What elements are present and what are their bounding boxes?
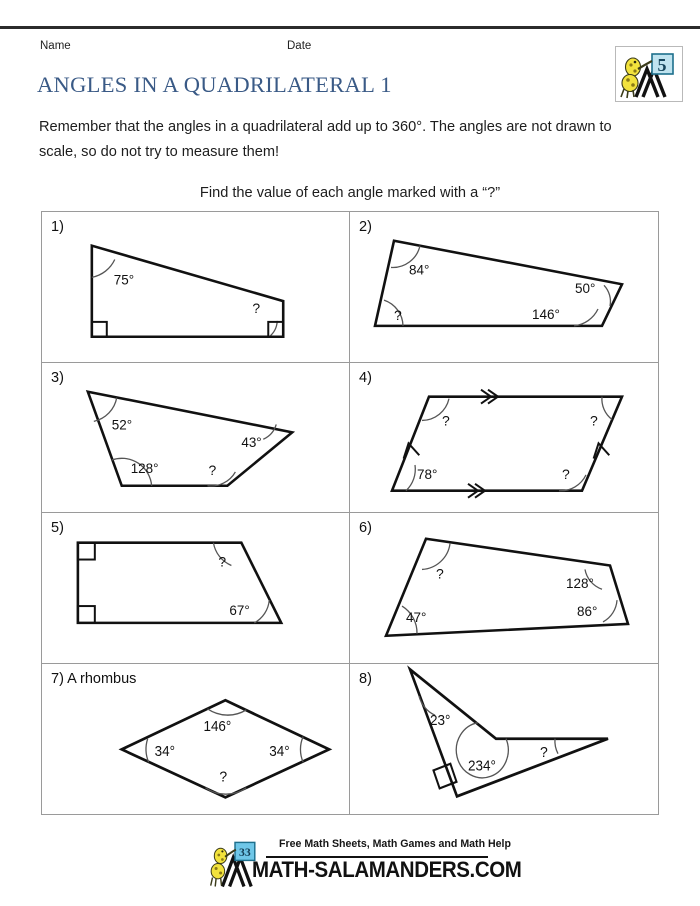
footer-logo-number: 33 (239, 845, 251, 859)
angle-label: ? (218, 553, 227, 570)
problem-cell-3 (42, 363, 350, 514)
intro-paragraph: Remember that the angles in a quadrilateral add up to 360°. The angles are not drawn to scale, so do not try to measure them! (39, 119, 612, 160)
problem-label-4: 4) (359, 369, 372, 386)
problem-figure-7 (42, 664, 349, 815)
angle-label: ? (208, 461, 217, 478)
angle-label: 75° (113, 272, 135, 288)
salamander-logo-icon (616, 47, 682, 101)
angle-label: 34° (154, 741, 175, 759)
problem-label-2: 2) (359, 219, 372, 235)
date-label: Date (287, 40, 312, 52)
logo-number: 5 (657, 55, 667, 75)
meta-row (40, 40, 600, 56)
angle-label: 34° (269, 741, 290, 759)
problem-figure-8 (350, 664, 658, 815)
problem-cell-8 (350, 664, 658, 815)
angle-label: 234° (468, 756, 496, 774)
problem-cell-5 (42, 513, 350, 664)
problem-label-5: 5) (51, 520, 64, 536)
problem-grid (41, 211, 659, 815)
problem-label-6: 6) (359, 520, 372, 536)
angle-label: ? (442, 411, 450, 428)
name-label: Name (40, 40, 71, 52)
angle-label: ? (540, 743, 548, 761)
angle-label: ? (436, 565, 444, 582)
angle-label: 52° (111, 416, 133, 432)
problem-figure-6 (350, 513, 658, 663)
problem-figure-5 (42, 513, 349, 663)
angle-label: ? (219, 768, 228, 786)
angle-label: 47° (406, 609, 427, 625)
angle-label: 128° (130, 460, 159, 476)
problem-figure-3 (42, 363, 349, 513)
problem-label-1: 1) (51, 219, 64, 235)
angle-label: 84° (409, 262, 430, 278)
problem-label-3: 3) (51, 369, 64, 386)
footer-tagline: Free Math Sheets, Math Games and Math Help (279, 838, 511, 850)
angle-label: 78° (417, 466, 438, 482)
angle-label: 146° (532, 306, 560, 322)
top-divider (0, 26, 700, 29)
instruction-line: Find the value of each angle marked with a “?” (199, 185, 501, 201)
angle-label: ? (394, 306, 402, 323)
footer (0, 833, 700, 895)
problem-cell-4 (350, 363, 658, 514)
problem-figure-1 (42, 212, 349, 362)
angle-label: ? (562, 465, 570, 482)
angle-label: 86° (577, 604, 598, 619)
problem-cell-6 (350, 513, 658, 664)
angle-label: ? (252, 300, 261, 316)
footer-inner (200, 833, 522, 895)
angle-label: 146° (203, 717, 232, 734)
footer-url: MATH-SALAMANDERS.COM (252, 858, 522, 883)
page-title: ANGLES IN A QUADRILATERAL 1 (37, 72, 392, 97)
angle-label: ? (590, 411, 598, 428)
angle-label: 43° (241, 434, 262, 450)
angle-label: 50° (575, 281, 596, 297)
angle-label: 67° (229, 603, 250, 618)
problem-figure-2 (350, 212, 658, 362)
problem-cell-1 (42, 212, 350, 363)
math-salamanders-logo (615, 46, 683, 102)
problem-label-8: 8) (359, 670, 372, 687)
problem-label-7: 7) A rhombus (51, 670, 137, 687)
problem-figure-4 (350, 363, 658, 513)
angle-label: 23° (430, 710, 451, 728)
problem-cell-7 (42, 664, 350, 815)
angle-label: 128° (566, 576, 594, 592)
problem-cell-2 (350, 212, 658, 363)
